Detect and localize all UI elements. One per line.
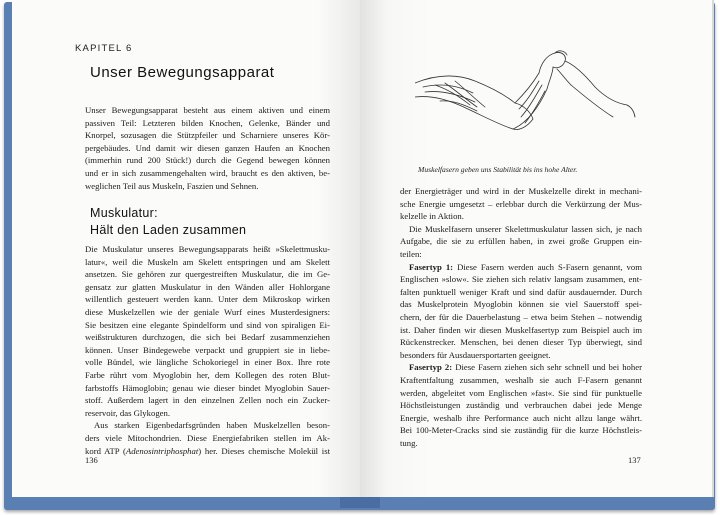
page-number-right: 137 xyxy=(628,455,641,465)
text-line-mixed xyxy=(85,445,330,458)
text-line: willentlich gesteuert werden kann. Unter dem Mikroskop wirken xyxy=(85,294,330,305)
text-line: Die Muskulatur unseres Bewegungsapparats heißt »Skelettmusku- xyxy=(85,244,330,254)
text-line: Bei 100-Meter-Cracks sind sie zuständig für die kurze Höchstleis- xyxy=(400,425,642,436)
text-line: tung. xyxy=(400,437,418,448)
text-line: Sie besitzen eine elegante Spindelform und sind von spiraligen Ei- xyxy=(85,319,330,330)
text-line: Farbe rührt vom Myoglobin her, dem Kollegen des roten Blut- xyxy=(85,369,330,380)
text-line: Aus starken Eigenbedarfsgründen haben Muskelzellen beson- xyxy=(94,420,330,431)
text-line: der Energieträger und wird in der Muskelzelle direkt in mechani- xyxy=(400,186,642,196)
text-line: reservoir, das Glykogen. xyxy=(85,407,171,418)
page-edge xyxy=(712,0,714,497)
page-number-left: 136 xyxy=(85,455,98,465)
text-line: Englischen »slow«. Sie ziehen sich relativ langsam zusammen, ent- xyxy=(400,274,642,285)
text-segment: Diese Fasern werden auch S-Fasern genannt, vom xyxy=(453,261,642,272)
text-line: Aufgabe, die sie zu erfüllen haben, in zwei große Gruppen ein- xyxy=(400,236,642,247)
text-line: kelzelle in Aktion. xyxy=(400,211,464,222)
text-line: können. Unser Bindegewebe verpackt und gruppiert sie in liebe- xyxy=(85,344,330,355)
text-line: ders viele Mitochondrien. Diese Energiefabriken stellen im Ak- xyxy=(85,432,330,443)
text-line: falten punktuell weniger Kraft und sind dafür ausdauernder. Durch xyxy=(400,286,642,297)
text-line: chern, der für die Dauerbelastung – etwa beim Stehen – notwendig xyxy=(400,311,642,322)
text-line: pergebäudes. Und damit wir diesen ganzen Haufen an Knochen xyxy=(85,142,330,153)
text-line: das Muskelprotein Myoglobin können sie viel Sauerstoff spei- xyxy=(400,299,642,310)
section-heading-line-2: Hält den Laden zusammen xyxy=(90,223,247,237)
text-line: volle Bündel, wie längliche Schokoriegel in einer Box. Ihre rote xyxy=(85,357,330,368)
text-segment: Diese Fasern ziehen sich sehr schnell und bei hoher xyxy=(452,362,642,373)
arm-muscle-illustration xyxy=(415,45,640,155)
text-line: Kraftentfaltung zusammen, weshalb sie auch F-Fasern genannt xyxy=(400,374,642,385)
text-line: latur«, weil die Muskeln am Skelett entspringen und am Skelett xyxy=(85,256,330,267)
right-body xyxy=(400,185,642,449)
text-line: Die Muskelfasern unserer Skelettmuskulatur lassen sich, je nach xyxy=(409,223,642,234)
chapter-label: KAPITEL 6 xyxy=(75,43,133,54)
section-heading xyxy=(90,205,246,239)
fasertyp-1-label: Fasertyp 1: xyxy=(409,261,454,272)
text-line: Energie, weshalb ihre Performance auch nicht allzu lange währt. xyxy=(400,412,642,423)
fasertyp-2-label: Fasertyp 2: xyxy=(409,362,453,373)
text-line: und er in sich zusammengehalten wird, braucht es den aktiven, be- xyxy=(85,167,330,178)
text-line: Höchstleistungen zuständig und verbrauchen dabei jede Menge xyxy=(400,400,642,411)
text-line: besonders für Ausdauersportarten geeignet. xyxy=(400,349,551,360)
text-line: stoff. Außerdem lagert in den einzelnen Zellen noch ein Zucker- xyxy=(85,395,330,406)
chapter-title: Unser Bewegungsapparat xyxy=(90,64,275,81)
text-line: Knorpel, sozusagen die Stützpfeiler und Scharniere unseres Kör- xyxy=(85,130,330,141)
text-line: sche Energie umgesetzt – erlebbar durch die Verkürzung der Mus- xyxy=(400,198,642,209)
text-line: weißstrukturen durchzogen, die sich bei Bedarf zusammenziehen xyxy=(85,332,330,343)
text-segment: kord ATP ( xyxy=(85,445,126,456)
text-line: ansetzen. Sie gehören zur quergestreiften Muskulatur, die im Ge- xyxy=(85,269,330,280)
body-paragraph xyxy=(85,243,330,457)
text-segment: ) her. Dieses chemische Molekül ist xyxy=(198,445,330,456)
text-line-mixed xyxy=(400,261,642,274)
text-line: Unser Bewegungsapparat besteht aus einem aktiven und einem xyxy=(85,105,330,115)
text-line: weglichen Teil aus Muskeln, Faszien und Sehnen. xyxy=(85,180,259,191)
intro-paragraph xyxy=(85,104,330,192)
text-line: gensatz zur glatten Muskulatur in den Wänden aller Hohlorgane xyxy=(85,281,330,292)
illustration-caption: Muskelfasern geben uns Stabilität bis ins hohe Alter. xyxy=(418,165,578,174)
text-line: teilen: xyxy=(400,248,422,259)
text-line: Rückenstrecker. Menschen, bei denen dieser Typ überwiegt, sind xyxy=(400,337,642,348)
text-line-mixed xyxy=(400,361,642,374)
text-line: (immerhin rund 200 Stück!) durch die Gegend bewegen können xyxy=(85,155,330,166)
section-heading-line-1: Muskulatur: xyxy=(90,206,158,220)
text-segment-italic: Adenosintriphosphat xyxy=(125,445,199,456)
text-line: ist. Daher finden wir diesen Muskelfasertyp zum Beispiel auch im xyxy=(400,324,642,335)
text-line: werden, abgeleitet vom Englischen »fast«. Sie sind für punktuelle xyxy=(400,387,642,398)
text-line: passiven Teil: Letzteren bilden Knochen, Gelenke, Bänder und xyxy=(85,117,330,128)
text-line: farbstoffs Hämoglobin; genau wie dieser bindet Myoglobin Sauer- xyxy=(85,382,330,393)
text-line: diese Muskelzellen wie der geniale Wurf eines Musterdesigners: xyxy=(85,306,330,317)
